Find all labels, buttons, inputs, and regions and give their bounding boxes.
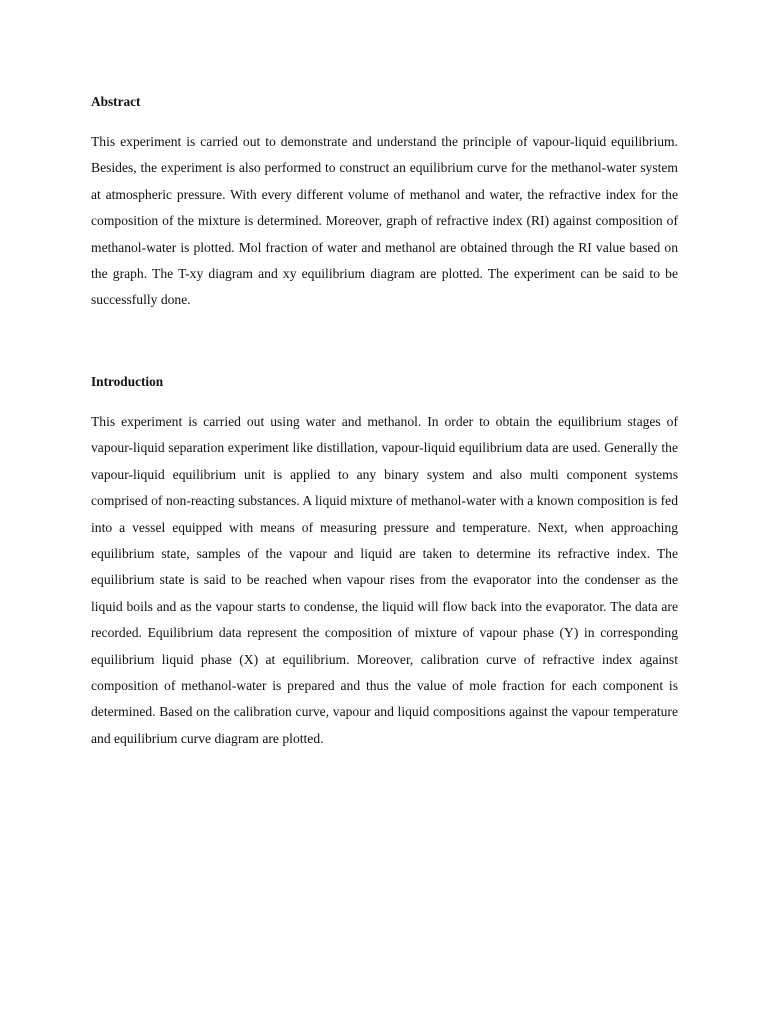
introduction-heading: Introduction	[91, 374, 164, 389]
abstract-heading: Abstract	[91, 94, 141, 109]
abstract-paragraph: This experiment is carried out to demonstrate and understand the principle of vapour-liquid equilibrium. Besides, the experiment is also performed to construct an equilibrium curve for the methanol-water system at atmospheric pressure. With every different volume of methanol and water, the refractive index for the composition of the mixture is determined. Moreover, graph of refractive index (RI) against composition of methanol-water is plotted. Mol fraction of water and methanol are obtained through the RI value based on the graph. The T-xy diagram and xy equilibrium diagram are plotted. The experiment can be said to be successfully done.	[91, 134, 678, 308]
introduction-paragraph: This experiment is carried out using water and methanol. In order to obtain the equilibrium stages of vapour-liquid separation experiment like distillation, vapour-liquid equilibrium data are used. Generally the vapour-liquid equilibrium unit is applied to any binary system and also multi component systems comprised of non-reacting substances. A liquid mixture of methanol-water with a known composition is fed into a vessel equipped with means of measuring pressure and temperature. Next, when approaching equilibrium state, samples of the vapour and liquid are taken to determine its refractive index. The equilibrium state is said to be reached when vapour rises from the evaporator into the condenser as the liquid boils and as the vapour starts to condense, the liquid will flow back into the evaporator. The data are recorded. Equilibrium data represent the composition of mixture of vapour phase (Y) in corresponding equilibrium liquid phase (X) at equilibrium. Moreover, calibration curve of refractive index against composition of methanol-water is prepared and thus the value of mole fraction for each component is determined. Based on the calibration curve, vapour and liquid compositions against the vapour temperature and equilibrium curve diagram are plotted.	[91, 414, 678, 746]
